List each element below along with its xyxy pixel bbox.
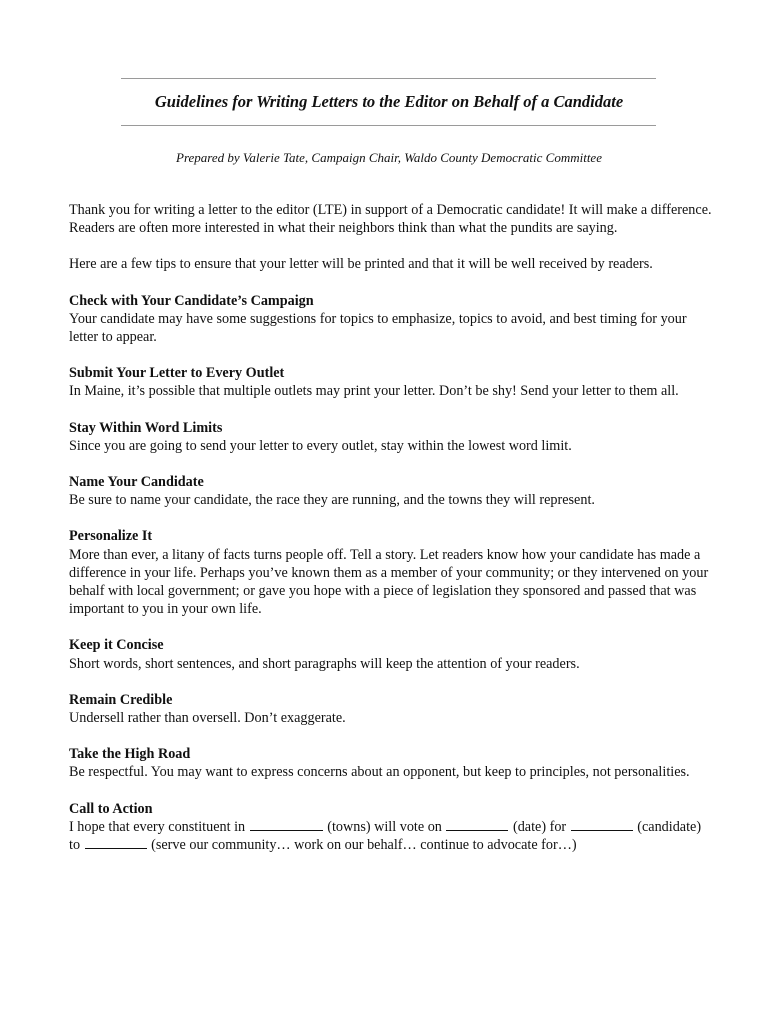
title-bottom-rule [121,125,656,126]
section-body: Short words, short sentences, and short paragraphs will keep the attention of your readers. [69,655,580,672]
section-credible [69,691,715,727]
cta-text: (candidate) to [69,818,702,854]
section-high-road [69,745,715,781]
section-name-candidate [69,473,715,509]
cta-text: (towns) will vote on [327,818,442,835]
section-heading: Submit Your Letter to Every Outlet [69,365,285,382]
section-body: More than ever, a litany of facts turns people off. Tell a story. Let readers know how your candidate has made a difference in your life. Perhaps you’ve known them as a member of your community; or they intervened on your behalf with local government; or gave you hope with a piece of legislation they sponsored and passed that was important to you in your own life. [69,546,709,618]
cta-text: (date) for [512,818,567,835]
section-heading: Call to Action [69,800,153,817]
prepared-by-line: Prepared by Valerie Tate, Campaign Chair, Waldo County Democratic Committee [176,150,602,165]
date-blank [446,818,508,831]
cta-text: (serve our community… work on our behalf… continue to advocate for…) [151,837,577,854]
section-word-limits [69,419,715,455]
section-body: Undersell rather than oversell. Don’t exaggerate. [69,710,346,727]
section-body: Since you are going to send your letter to every outlet, stay within the lowest word limit. [69,437,572,454]
section-body: Your candidate may have some suggestions for topics to emphasize, topics to avoid, and best timing for your letter to appear. [69,310,687,346]
section-heading: Remain Credible [69,691,173,708]
intro-paragraph: Thank you for writing a letter to the editor (LTE) in support of a Democratic candidate! It will make a difference. Readers are often more interested in what their neighbors think than what the pundits are saying. [69,202,712,237]
section-concise [69,636,715,672]
intro-paragraph: Here are a few tips to ensure that your letter will be printed and that it will be well received by readers. [69,256,653,273]
call-to-action-template [69,818,715,854]
section-body: Be respectful. You may want to express concerns about an opponent, but keep to principles, not personalities. [69,764,690,781]
document-title: Guidelines for Writing Letters to the Editor on Behalf of a Candidate [154,92,624,111]
cta-text: I hope that every constituent in [69,818,246,835]
towns-blank [250,818,323,831]
section-personalize [69,527,715,618]
section-heading: Check with Your Candidate’s Campaign [69,292,314,309]
section-check-campaign [69,292,715,347]
section-heading: Keep it Concise [69,637,164,654]
section-body: Be sure to name your candidate, the race they are running, and the towns they will represent. [69,492,595,509]
section-heading: Personalize It [69,528,153,545]
section-submit-every-outlet [69,364,715,400]
section-heading: Take the High Road [69,746,191,763]
section-call-to-action [69,800,715,855]
action-blank [85,836,147,849]
title-top-rule [121,78,656,79]
section-heading: Name Your Candidate [69,474,204,491]
section-heading: Stay Within Word Limits [69,419,223,436]
document-body [69,201,715,854]
section-body: In Maine, it’s possible that multiple outlets may print your letter. Don’t be shy! Send your letter to them all. [69,383,679,400]
candidate-blank [571,818,633,831]
